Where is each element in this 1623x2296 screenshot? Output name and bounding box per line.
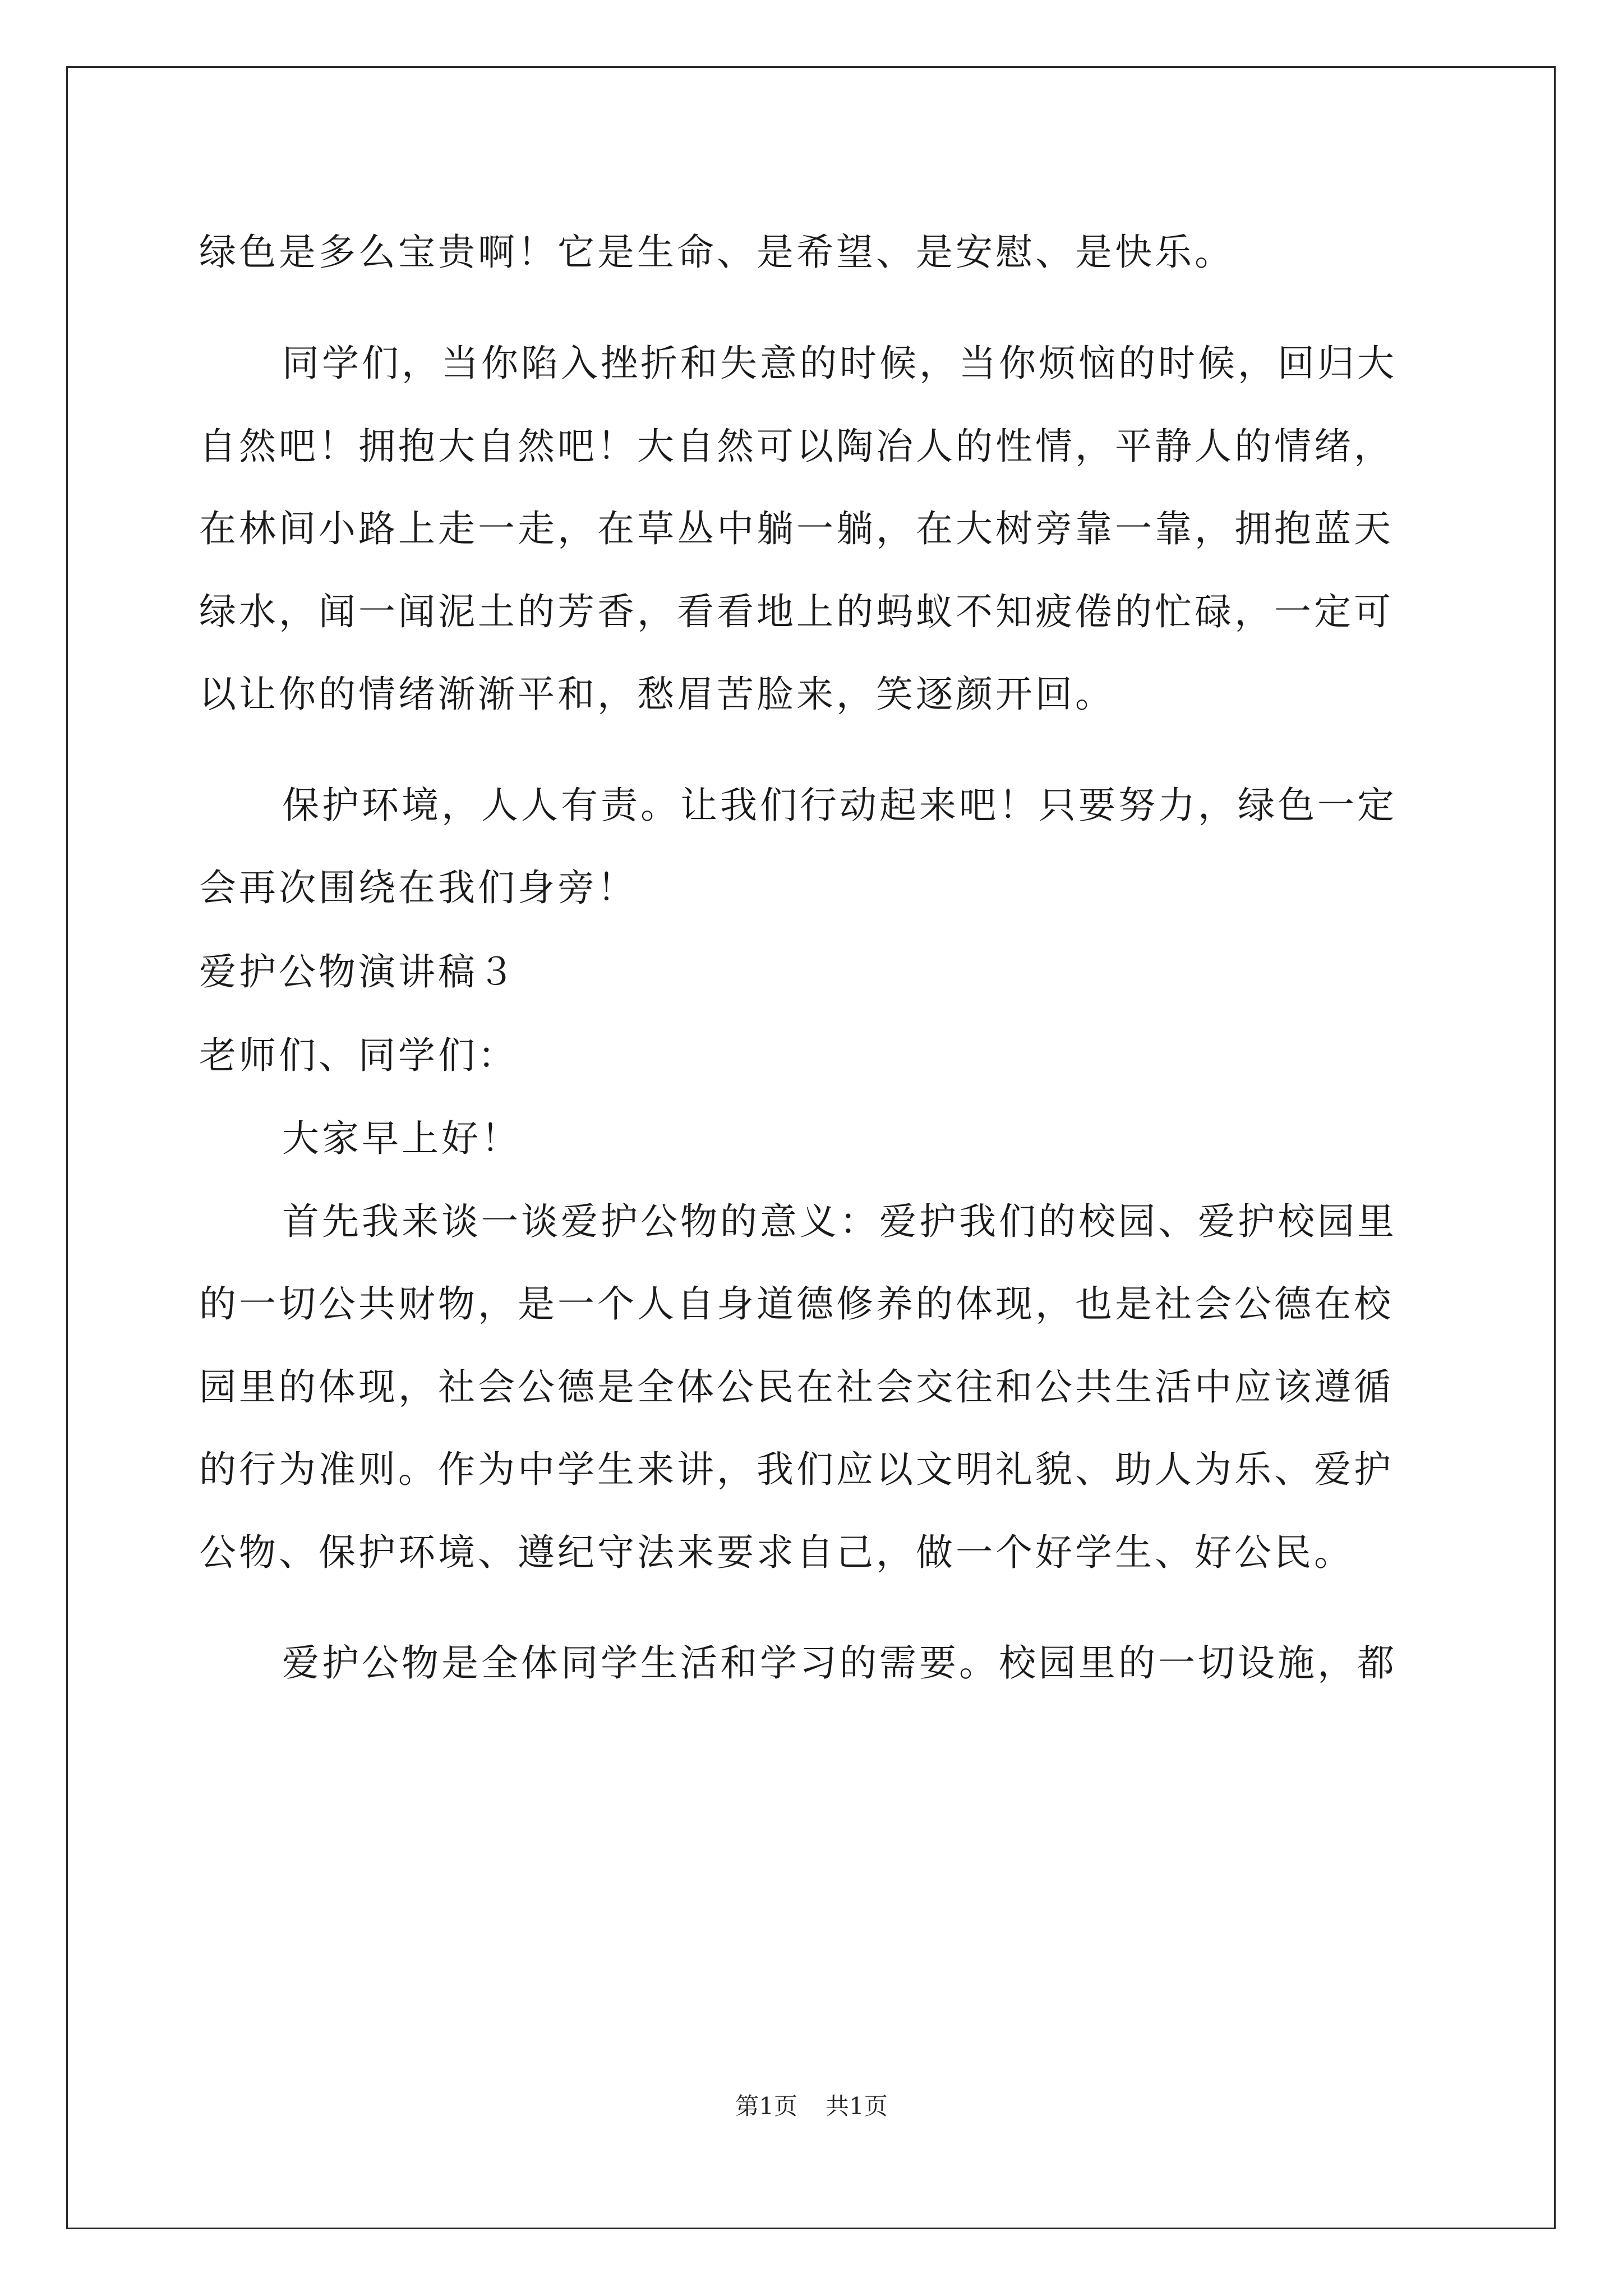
salutation: 老师们、同学们： [199, 1034, 518, 1077]
text-line: 的一切公共财物，是一个人自身道德修养的体现，也是社会公德在校 [199, 1282, 1394, 1326]
text-line: 会再次围绕在我们身旁！ [199, 866, 637, 909]
text-line: 的行为准则。作为中学生来讲，我们应以文明礼貌、助人为乐、爱护 [199, 1448, 1394, 1491]
page-number-current: 第1页 [735, 2092, 797, 2120]
text-line: 绿色是多么宝贵啊！它是生命、是希望、是安慰、是快乐。 [199, 231, 1234, 274]
page-footer [0, 2090, 1623, 2123]
section-title: 爱护公物演讲稿３ [199, 950, 518, 993]
text-line: 以让你的情绪渐渐平和，愁眉苦脸来，笑逐颜开回。 [199, 673, 1115, 716]
text-line: 在林间小路上走一走，在草丛中躺一躺，在大树旁靠一靠，拥抱蓝天 [199, 507, 1394, 550]
text-line: 公物、保护环境、遵纪守法来要求自己，做一个好学生、好公民。 [199, 1531, 1354, 1574]
text-line: 自然吧！拥抱大自然吧！大自然可以陶冶人的性情，平静人的情绪， [199, 425, 1394, 468]
text-line: 大家早上好！ [282, 1117, 521, 1160]
text-line: 保护环境，人人有责。让我们行动起来吧！只要努力，绿色一定 [282, 784, 1397, 827]
page-number-total: 共1页 [826, 2092, 888, 2120]
text-line: 爱护公物是全体同学生活和学习的需要。校园里的一切设施，都 [282, 1641, 1397, 1685]
text-line: 园里的体现，社会公德是全体公民在社会交往和公共生活中应该遵循 [199, 1365, 1394, 1409]
text-line: 绿水，闻一闻泥土的芳香，看看地上的蚂蚁不知疲倦的忙碌，一定可 [199, 590, 1394, 633]
text-line: 首先我来谈一谈爱护公物的意义：爱护我们的校园、爱护校园里 [282, 1200, 1397, 1243]
text-line: 同学们，当你陷入挫折和失意的时候，当你烦恼的时候，回归大 [282, 342, 1397, 385]
